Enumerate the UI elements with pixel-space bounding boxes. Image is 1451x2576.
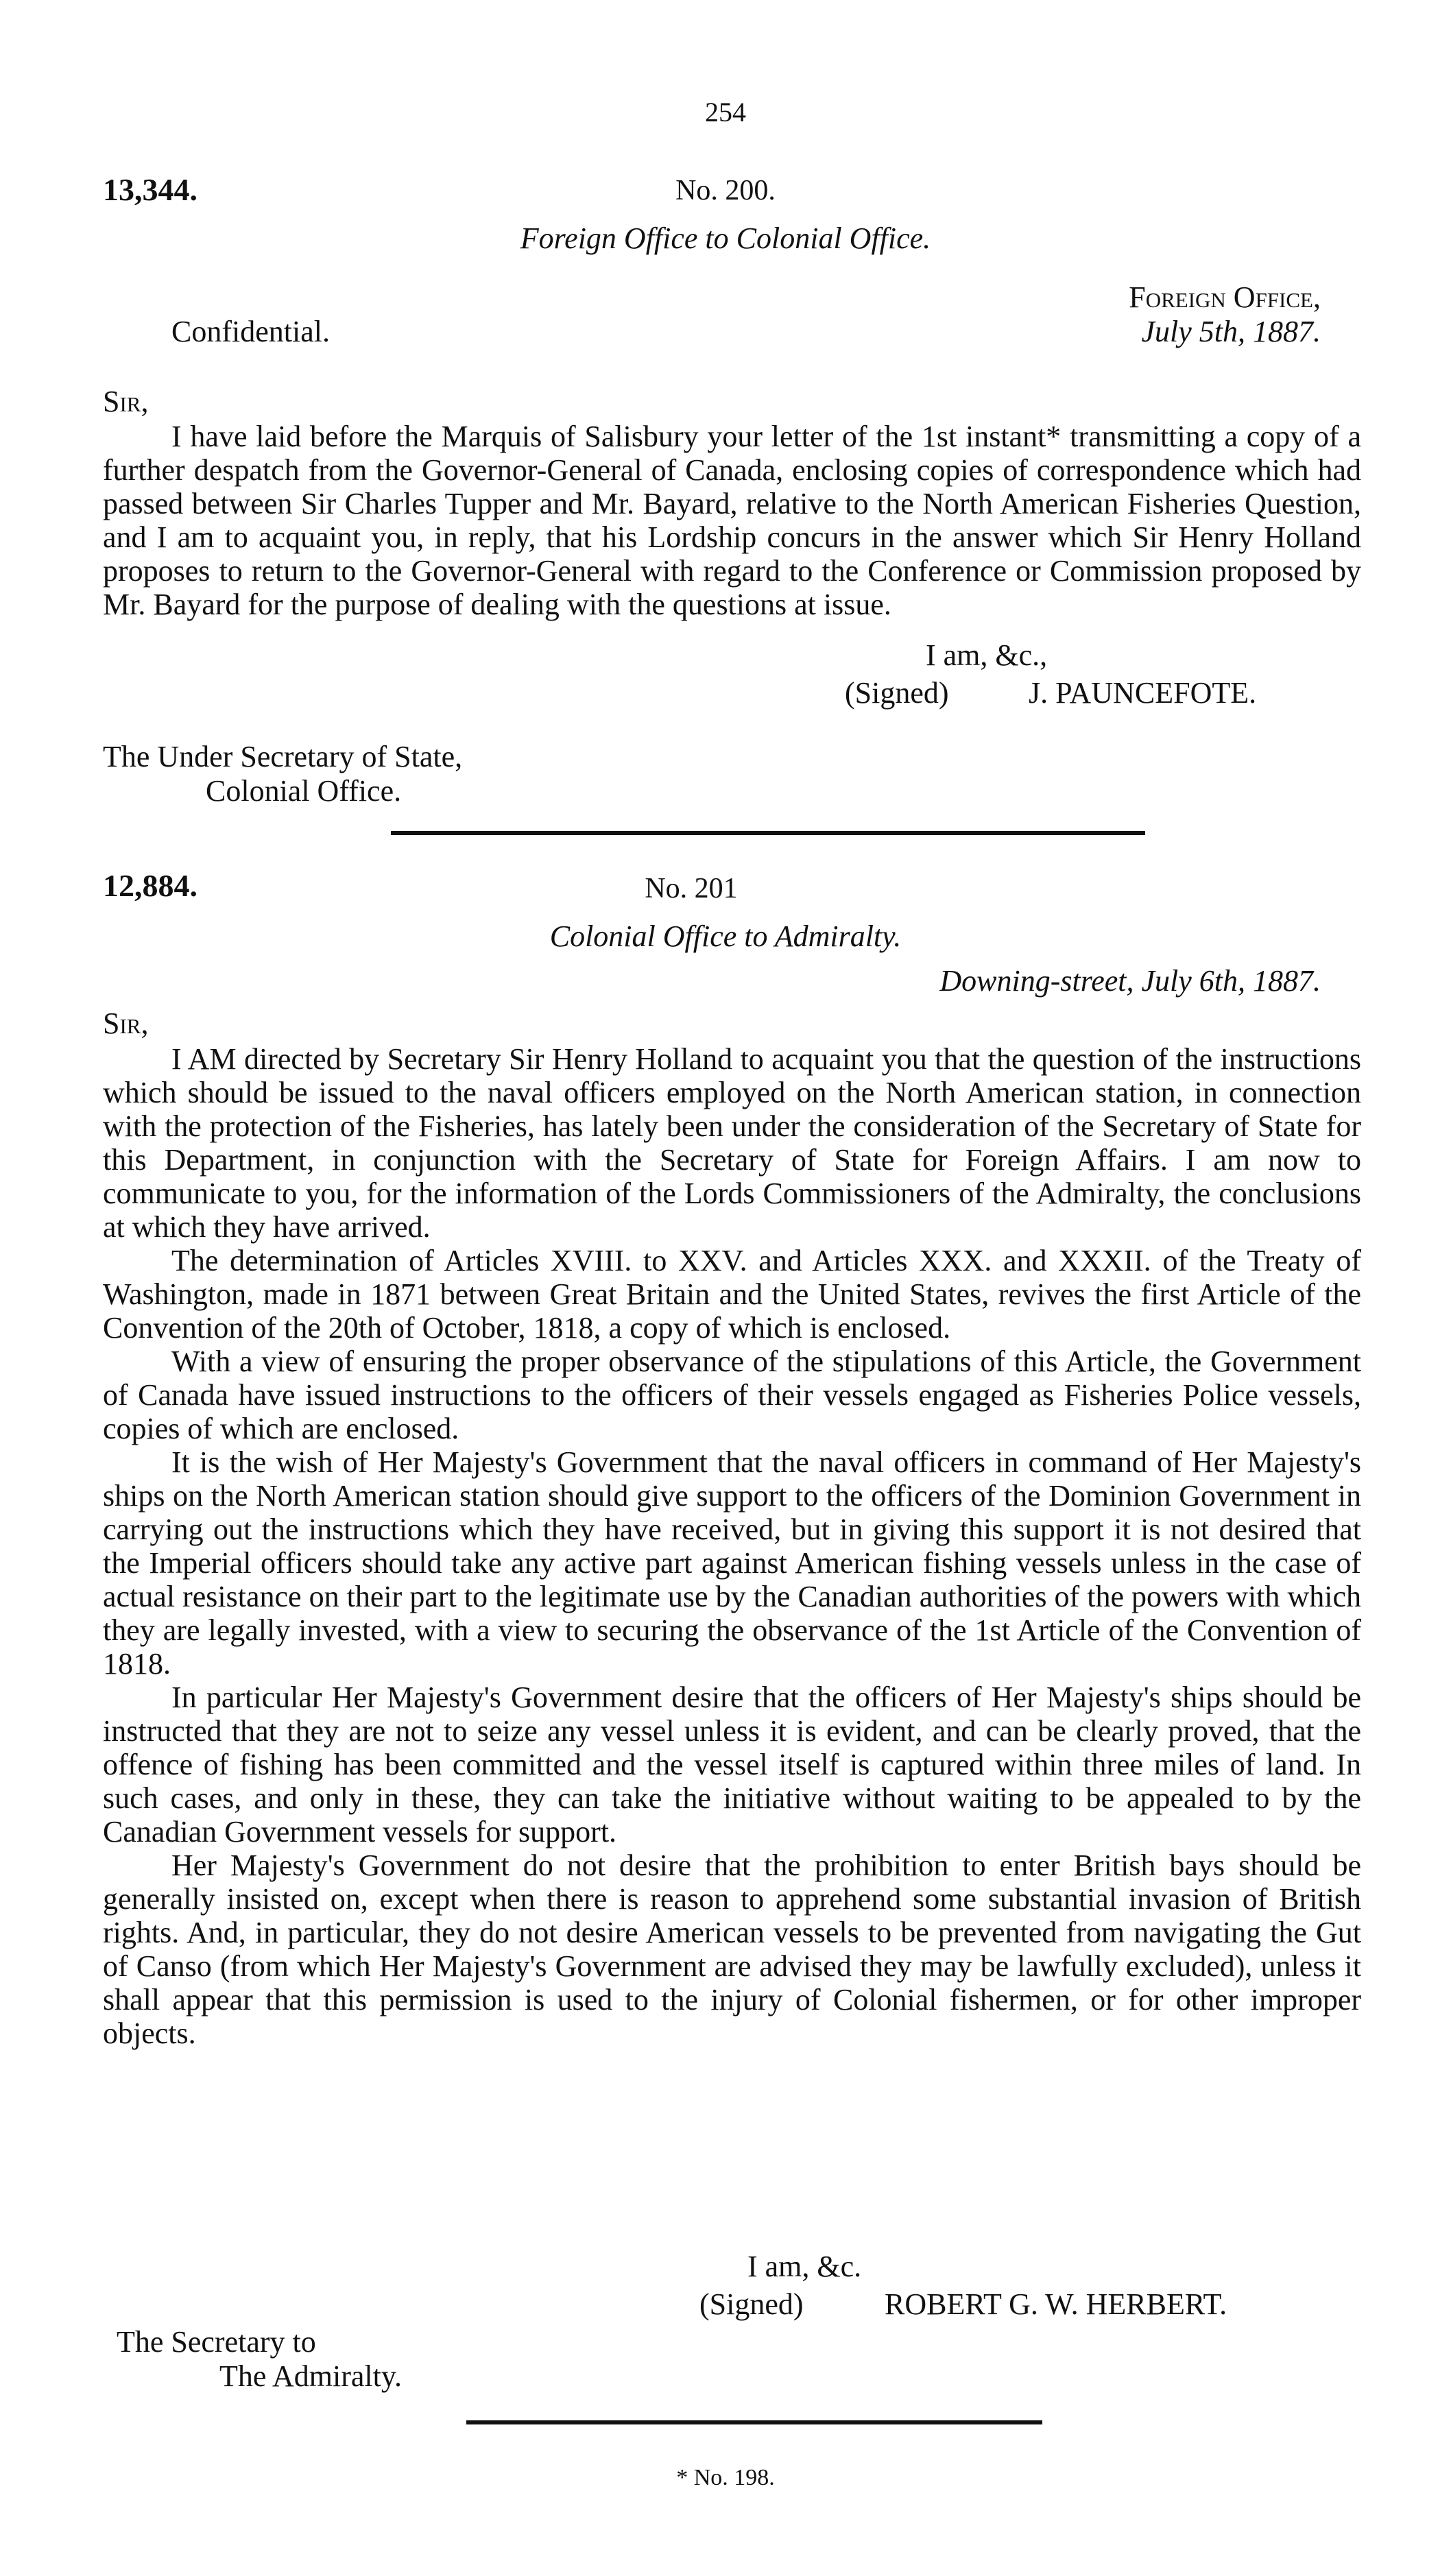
letter1-addressee-line1: The Under Secretary of State, — [103, 740, 463, 773]
letter1-paragraph: I have laid before the Marquis of Salisbury your letter of the 1st instant* transmitting a copy of a further despatch from the Governor-General of Canada, enclosing copies of correspondence which had passed between Sir Charles Tupper and Mr. Bayard, relative to the North American Fisheries Question, and I am to acquaint you, in reply, that his Lordship concurs in the answer which Sir Henry Holland proposes to return to the Governor-General with regard to the Conference or Commission proposed by Mr. Bayard for the purpose of dealing with the questions at issue. — [103, 420, 1361, 621]
letter1-doc-number: No. 200. — [675, 175, 776, 206]
letter2-paragraph: I AM directed by Secretary Sir Henry Holland to acquaint you that the question of the instructions which should be issued to the naval officers employed on the North American station, in connection with the protection of the Fisheries, has lately been under the consideration of the Secretary of State for this Department, in conjunction with the Secretary of State for Foreign Affairs. I am now to communicate to you, for the information of the Lords Commissioners of the Admiralty, the conclusions at which they have arrived. — [103, 1042, 1361, 1244]
letter2-body — [103, 1042, 1361, 2050]
letter2-place-date: Downing-street, July 6th, 1887. — [939, 964, 1321, 998]
letter2-doc-number: No. 201 — [645, 873, 738, 904]
letter2-paragraph: It is the wish of Her Majesty's Government that the naval officers in command of Her Majesty's ships on the North American station should give support to the officers of the Dominion Government in carrying out the instructions which they have received, but in giving this support it is not desired that the Imperial officers should take any active part against American fishing vessels unless in the case of actual resistance on their part to the legitimate use by the Canadian authorities of the powers with which they are legally invested, with a view to securing the observance of the 1st Article of the Convention of 1818. — [103, 1445, 1361, 1681]
letter1-ref-number: 13,344. — [103, 172, 197, 207]
footnote: * No. 198. — [676, 2465, 775, 2490]
letter2-paragraph: With a view of ensuring the proper observance of the stipulations of this Article, the Government of Canada have issued instructions to the officers of their vessels engaged as Fisheries Police vessels, copies of which are enclosed. — [103, 1345, 1361, 1445]
letter1-date: July 5th, 1887. — [1141, 315, 1321, 348]
letter2-signatory: ROBERT G. W. HERBERT. — [885, 2287, 1227, 2321]
letter1-classification: Confidential. — [171, 315, 330, 348]
letter1-salutation: Sir, — [103, 385, 149, 418]
letter2-signed-label: (Signed) — [699, 2287, 804, 2321]
letter2-closing: I am, &c. — [747, 2250, 862, 2283]
letter2-paragraph: Her Majesty's Government do not desire that the prohibition to enter British bays should be generally insisted on, except when there is reason to apprehend some substantial invasion of British rights. And, in particular, they do not desire American vessels to be prevented from navigating the Gut of Canso (from which Her Majesty's Government are advised they may be lawfully excluded), unless it shall appear that this permission is used to the injury of Colonial fishermen, or for other improper objects. — [103, 1849, 1361, 2050]
letter1-signatory: J. PAUNCEFOTE. — [1029, 676, 1257, 710]
page-number: 254 — [705, 97, 746, 128]
letter2-paragraph: The determination of Articles XVIII. to XXV. and Articles XXX. and XXXII. of the Treaty of Washington, made in 1871 between Great Britain and the United States, revives the first Article of the Convention of the 20th of October, 1818, a copy of which is enclosed. — [103, 1244, 1361, 1345]
letter1-route: Foreign Office to Colonial Office. — [520, 221, 931, 255]
letter2-route: Colonial Office to Admiralty. — [549, 919, 902, 953]
letter2-ref-number: 12,884. — [103, 868, 197, 903]
letter1-body — [103, 420, 1361, 621]
letter2-paragraph: In particular Her Majesty's Government desire that the officers of Her Majesty's ships should be instructed that they are not to seize any vessel unless it is evident, and can be clearly proved, that the offence of fishing has been committed and the vessel itself is captured within three miles of land. In such cases, and only in these, they can take the initiative without waiting to be appealed to by the Canadian Government vessels for support. — [103, 1681, 1361, 1849]
letter1-closing: I am, &c., — [926, 638, 1048, 672]
letter1-place: Foreign Office, — [1129, 280, 1321, 314]
footer-divider-rule — [466, 2420, 1042, 2424]
letter2-addressee-line2: The Admiralty. — [219, 2359, 402, 2393]
letter1-addressee-line2: Colonial Office. — [206, 774, 402, 808]
section-divider-rule — [391, 831, 1145, 835]
letter2-salutation: Sir, — [103, 1007, 149, 1040]
letter1-signed-label: (Signed) — [845, 676, 949, 710]
letter2-addressee-line1: The Secretary to — [117, 2325, 316, 2359]
